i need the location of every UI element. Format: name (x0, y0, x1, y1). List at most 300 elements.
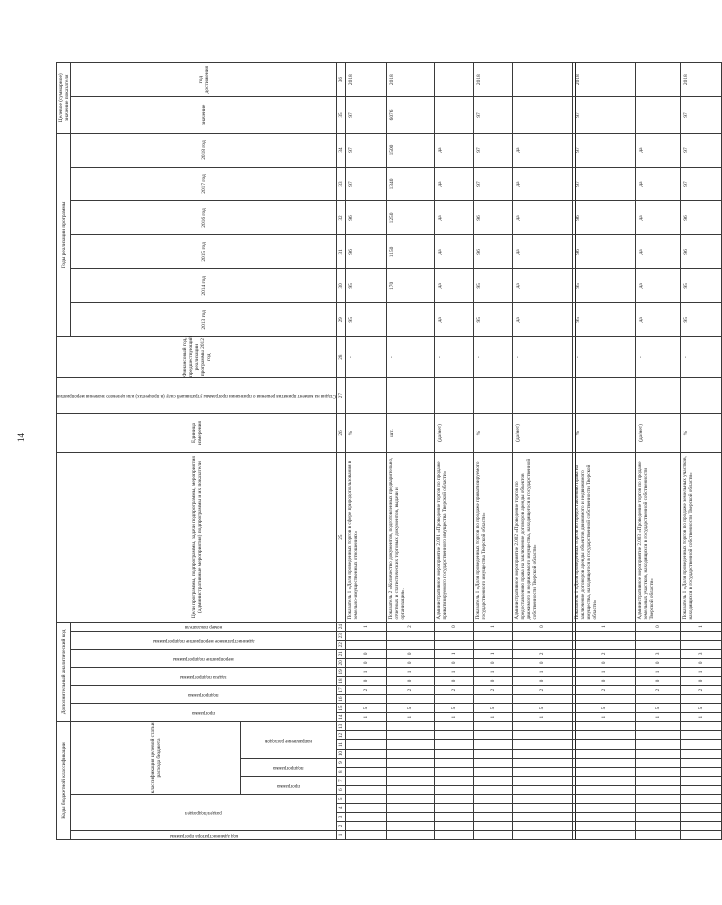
year-value-cell: 96 (681, 201, 722, 235)
table-row (434, 63, 473, 840)
analytic-code-digit: 5 (387, 704, 435, 713)
years-header: Годы реализации программы (57, 133, 71, 337)
col-num: 27 (337, 378, 346, 414)
col-num: 15 (338, 705, 345, 711)
admin-measure-cell (573, 378, 636, 414)
analytic-code-digit: 5 (681, 704, 722, 713)
budget-code-cell (346, 740, 387, 749)
budget-code-cell (434, 821, 473, 830)
col-num: 1 (337, 830, 346, 839)
target-year-cell: 2018 (387, 63, 435, 97)
table-row (681, 63, 722, 840)
budget-code-cell (681, 794, 722, 803)
col-num: 16 (338, 696, 345, 702)
extra-task-header: задача подпрограммы (71, 667, 337, 685)
year-value-cell: да (635, 201, 680, 235)
target-year-header: год достижения (71, 63, 337, 97)
budget-code-cell (512, 767, 573, 776)
budget-code-cell (434, 803, 473, 812)
year-value-cell: да (635, 167, 680, 201)
col-num: 32 (337, 201, 346, 235)
fin-year-cell: - (573, 337, 636, 378)
analytic-code-digit: 0 (473, 676, 512, 685)
budget-code-cell (681, 758, 722, 767)
fin-year-cell: - (512, 337, 573, 378)
year-value-cell: 95 (681, 303, 722, 337)
analytic-code-digit: 0 (635, 676, 680, 685)
fin-year-cell: - (473, 337, 512, 378)
table-body (346, 63, 722, 840)
fin-year-cell: - (387, 337, 435, 378)
analytic-code-digit: 2 (512, 649, 573, 658)
analytic-code-digit: 1 (387, 713, 435, 722)
budget-code-cell (681, 821, 722, 830)
unit-header: Единица измерения (57, 414, 337, 452)
analytic-code-digit (434, 640, 473, 649)
year-value-cell: 95 (573, 303, 636, 337)
year-value-cell: 96 (573, 235, 636, 269)
budget-code-cell (573, 767, 636, 776)
year-value-cell: 1340 (387, 167, 435, 201)
budget-code-cell (346, 731, 387, 740)
analytic-code-digit: 1 (681, 667, 722, 676)
budget-code-cell (346, 821, 387, 830)
year-value-cell: да (512, 133, 573, 167)
unit-cell: % (473, 414, 512, 452)
budget-code-cell (512, 830, 573, 839)
budget-code-cell (512, 740, 573, 749)
analytic-code-digit (681, 695, 722, 704)
year-value-cell: да (434, 201, 473, 235)
analytic-code-digit: 2 (573, 649, 636, 658)
budget-code-cell (434, 776, 473, 785)
year-value-cell: 97 (473, 167, 512, 201)
budget-code-cell (434, 830, 473, 839)
year-value-cell: 95 (346, 303, 387, 337)
year-value-cell: 1500 (387, 133, 435, 167)
extra-subprogram-header: подпрограмма (71, 685, 337, 703)
year-value-cell: 97 (573, 133, 636, 167)
unit-cell: (да/нет) (434, 414, 473, 452)
budget-code-cell (681, 812, 722, 821)
budget-code-cell (635, 776, 680, 785)
analytic-code-digit: 1 (573, 713, 636, 722)
table-row (573, 63, 636, 840)
analytic-code-digit: 1 (512, 667, 573, 676)
budget-code-cell (681, 749, 722, 758)
analytic-code-digit: 0 (473, 658, 512, 667)
analytic-code-digit (346, 631, 387, 640)
analytic-code-digit: 0 (573, 658, 636, 667)
indicator-description: Административное мероприятие 2.002 «Проведение торгов по предоставлению права на заключение договоров аренды объектов движимого и недвижимого имущества, находящегося в государственной собственности Тверской области» (512, 452, 573, 622)
section-header: раздел/подраздел (71, 794, 337, 830)
budget-code-cell (434, 749, 473, 758)
col-num: 23 (338, 633, 345, 639)
year-value-cell: 97 (346, 167, 387, 201)
budget-code-cell (512, 821, 573, 830)
analytic-code-digit: 0 (346, 658, 387, 667)
analytic-code-digit: 0 (635, 658, 680, 667)
budget-code-cell (473, 830, 512, 839)
budget-code-cell (473, 803, 512, 812)
analytic-code-digit: 0 (434, 622, 473, 631)
analytic-code-digit: 3 (635, 649, 680, 658)
analytic-code-digit (473, 640, 512, 649)
admin-measure-cell (635, 378, 680, 414)
budget-code-cell (346, 767, 387, 776)
budget-code-cell (635, 830, 680, 839)
analytic-code-digit (512, 640, 573, 649)
extra-admin-measure-header: административное мероприятие подпрограммы (71, 631, 337, 649)
analytic-code-digit: 5 (473, 704, 512, 713)
year-value-cell: 96 (473, 201, 512, 235)
unit-cell: шт. (387, 414, 435, 452)
fin-year-cell: - (434, 337, 473, 378)
year-value-cell: 97 (346, 133, 387, 167)
admin-measure-cell (387, 378, 435, 414)
analytic-code-digit: 5 (635, 704, 680, 713)
admin-measure-cell (681, 378, 722, 414)
column-number-row (337, 63, 346, 840)
budget-code-cell (434, 785, 473, 794)
analytic-code-digit: 2 (434, 685, 473, 694)
budget-code-cell (635, 821, 680, 830)
budget-code-cell (387, 794, 435, 803)
target-value-header: значение (71, 97, 337, 133)
analytic-code-digit (573, 695, 636, 704)
budget-code-cell (512, 722, 573, 731)
analytic-code-digit (434, 695, 473, 704)
budget-code-cell (473, 731, 512, 740)
budget-code-cell (473, 740, 512, 749)
col-num: 35 (337, 97, 346, 133)
year-value-cell: да (635, 133, 680, 167)
analytic-code-digit: 0 (387, 649, 435, 658)
year-value-cell: да (434, 133, 473, 167)
admin-measure-cell (346, 378, 387, 414)
target-year-cell (635, 63, 680, 97)
col-num: 36 (337, 63, 346, 97)
additional-code-header: Дополнительный аналитический код (57, 622, 71, 722)
fin-year-cell: - (635, 337, 680, 378)
analytic-code-digit: 1 (346, 622, 387, 631)
year-value-cell: да (512, 167, 573, 201)
budget-code-cell (681, 785, 722, 794)
analytic-code-digit (573, 631, 636, 640)
budget-code-cell (681, 776, 722, 785)
budget-code-cell (387, 731, 435, 740)
analytic-code-digit: 1 (434, 713, 473, 722)
indicator-description: Административное мероприятие 2.003 «Проведение торгов по продаже земельных участков, находящихся в государственной собственности Тверской области» (635, 452, 680, 622)
year-value-cell: 96 (346, 235, 387, 269)
col-num: 30 (337, 269, 346, 303)
analytic-code-digit: 0 (387, 676, 435, 685)
budget-code-cell (573, 821, 636, 830)
budget-code-cell (635, 812, 680, 821)
budget-code-cell (387, 767, 435, 776)
target-value-cell: 97 (473, 97, 512, 133)
col-num: 6 (337, 785, 346, 794)
budget-code-cell (681, 803, 722, 812)
budget-code-cell (473, 785, 512, 794)
analytic-code-digit: 0 (346, 676, 387, 685)
analytic-code-digit (387, 640, 435, 649)
unit-cell: (да/нет) (635, 414, 680, 452)
col-num: 8 (337, 767, 346, 776)
target-value-cell (512, 97, 573, 133)
analytic-code-digit: 1 (681, 713, 722, 722)
unit-cell: (да/нет) (512, 414, 573, 452)
analytic-code-digit: 5 (346, 704, 387, 713)
budget-code-cell (473, 821, 512, 830)
analytic-code-digit: 2 (512, 685, 573, 694)
analytic-code-digit (635, 640, 680, 649)
analytic-code-digit: 5 (434, 704, 473, 713)
year-value-cell: 95 (681, 269, 722, 303)
year-2014-header: 2014 год (71, 269, 337, 303)
page-number: 14 (16, 433, 26, 442)
budget-code-cell (681, 767, 722, 776)
analytic-code-digit (512, 695, 573, 704)
target-value-cell: 97 (681, 97, 722, 133)
year-value-cell: 97 (573, 167, 636, 201)
budget-code-cell (681, 740, 722, 749)
budget-code-cell (573, 803, 636, 812)
analytic-code-digit (346, 695, 387, 704)
analytic-code-digit: 5 (573, 704, 636, 713)
target-year-cell: 2018 (473, 63, 512, 97)
target-header: Целевое (суммарное) значение показателя (57, 63, 71, 134)
col-num: 9 (337, 758, 346, 767)
program-indicators-table (56, 62, 722, 840)
target-year-cell: 2018 (573, 63, 636, 97)
year-value-cell: да (512, 201, 573, 235)
unit-cell: % (573, 414, 636, 452)
budget-code-cell (635, 758, 680, 767)
analytic-code-digit: 2 (681, 685, 722, 694)
analytic-code-digit: 0 (512, 676, 573, 685)
analytic-code-digit: 0 (434, 676, 473, 685)
extra-program-header: программа (71, 704, 337, 722)
analytic-code-digit: 0 (512, 658, 573, 667)
budget-code-cell (346, 812, 387, 821)
col-num: 18 (338, 678, 345, 684)
target-value-cell (635, 97, 680, 133)
budget-code-cell (387, 749, 435, 758)
analytic-code-digit: 0 (681, 658, 722, 667)
col-num: 12 (338, 732, 345, 739)
budget-code-cell (681, 722, 722, 731)
admin-measure-cell (512, 378, 573, 414)
col-num: 20 (338, 660, 345, 666)
admin-measure-header: Стадия на момент принятия решения о признании программы утратившей силу (в процентах) или целевого значения мероприятия (57, 378, 337, 414)
col-num: 11 (337, 740, 346, 749)
col-num: 34 (337, 133, 346, 167)
budget-code-cell (512, 803, 573, 812)
budget-code-cell (473, 722, 512, 731)
indicator-description: Показатель 1 «Доля проведенных торгов по предоставлению права на заключение договоров аренды объектов движимого и недвижимого имущества, находящегося в государственной собственности Тверской области» (573, 452, 636, 622)
extra-measure-header: мероприятие подпрограммы (71, 649, 337, 667)
analytic-code-digit: 0 (681, 676, 722, 685)
analytic-code-digit: 2 (635, 685, 680, 694)
budget-code-cell (387, 722, 435, 731)
fin-year-cell: - (346, 337, 387, 378)
budget-code-cell (512, 776, 573, 785)
budget-code-cell (346, 785, 387, 794)
budget-code-cell (434, 740, 473, 749)
budget-code-cell (473, 749, 512, 758)
program-subheader: программа (241, 776, 337, 794)
table-row (635, 63, 680, 840)
target-value-cell: 6076 (387, 97, 435, 133)
analytic-code-digit (635, 631, 680, 640)
budget-code-cell (387, 758, 435, 767)
year-value-cell: да (434, 235, 473, 269)
budget-code-cell (573, 731, 636, 740)
year-2017-header: 2017 год (71, 167, 337, 201)
col-num: 3 (337, 812, 346, 821)
table-row (346, 63, 387, 840)
year-value-cell: да (635, 269, 680, 303)
target-value-cell: 97 (346, 97, 387, 133)
analytic-code-digit: 1 (346, 667, 387, 676)
subprogram-subheader: подпрограмма (241, 758, 337, 776)
budget-code-cell (434, 767, 473, 776)
analytic-code-digit: 3 (681, 649, 722, 658)
budget-code-cell (512, 812, 573, 821)
analytic-code-digit: 0 (346, 649, 387, 658)
analytic-code-digit: 1 (473, 649, 512, 658)
analytic-code-digit: 1 (473, 713, 512, 722)
budget-code-cell (573, 812, 636, 821)
analytic-code-digit: 2 (387, 685, 435, 694)
budget-code-cell (635, 794, 680, 803)
analytic-code-digit (681, 631, 722, 640)
budget-code-cell (473, 776, 512, 785)
budget-code-cell (573, 749, 636, 758)
analytic-code-digit: 2 (573, 685, 636, 694)
col-num: 21 (338, 651, 345, 657)
extra-indicator-header: номер показателя (71, 622, 337, 631)
budget-code-cell (387, 785, 435, 794)
analytic-code-digit: 0 (635, 622, 680, 631)
year-value-cell: 1150 (387, 235, 435, 269)
analytic-code-digit: 1 (473, 667, 512, 676)
budget-code-cell (635, 803, 680, 812)
analytic-code-digit: 2 (346, 685, 387, 694)
analytic-code-digit (434, 631, 473, 640)
year-2016-header: 2016 год (71, 201, 337, 235)
table-row (387, 63, 435, 840)
budget-code-cell (387, 830, 435, 839)
col-num: 29 (337, 303, 346, 337)
budget-code-cell (573, 722, 636, 731)
analytic-code-digit: 1 (635, 713, 680, 722)
budget-code-cell (512, 731, 573, 740)
analytic-code-digit: 1 (512, 713, 573, 722)
analytic-code-digit (387, 695, 435, 704)
analytic-code-digit (681, 640, 722, 649)
indicator-description: Показатель 1 «Доля проведенных торгов по продаже земельных участков, находящихся в государственной собственности Тверской области» (681, 452, 722, 622)
col-num: 31 (337, 235, 346, 269)
col-num: 33 (337, 167, 346, 201)
table-row (473, 63, 512, 840)
target-year-cell: 2018 (681, 63, 722, 97)
indicator-description: Показатель 1 «Доля проведенных торгов по продаже приватизируемого государственного имущества Тверской области» (473, 452, 512, 622)
year-value-cell: да (512, 303, 573, 337)
goals-header: Цели программы, подпрограммы, задачи подпрограммы, мероприятия (административные мероприятия) подпрограммы и их показатели (57, 452, 337, 622)
year-value-cell: 95 (346, 269, 387, 303)
year-value-cell: да (512, 269, 573, 303)
budget-code-cell (434, 812, 473, 821)
header-row-1 (57, 63, 71, 840)
year-value-cell: да (635, 235, 680, 269)
col-num: 10 (338, 750, 345, 757)
year-value-cell: 97 (473, 133, 512, 167)
budget-code-cell (635, 767, 680, 776)
analytic-code-digit: 1 (681, 622, 722, 631)
analytic-code-digit: 0 (573, 676, 636, 685)
analytic-code-digit: 1 (473, 622, 512, 631)
indicator-description: Показатель 1 «Доля проведенных торгов в сфере природопользования в земельно-имущественных отношениях» (346, 452, 387, 622)
budget-code-cell (346, 794, 387, 803)
admin-measure-cell (434, 378, 473, 414)
budget-code-cell (635, 749, 680, 758)
year-value-cell: 95 (473, 303, 512, 337)
direction-subheader: направление расходов (241, 722, 337, 758)
year-value-cell: да (434, 269, 473, 303)
unit-cell: % (681, 414, 722, 452)
budget-code-cell (473, 812, 512, 821)
analytic-code-digit: 1 (434, 667, 473, 676)
budget-code-cell (512, 794, 573, 803)
analytic-code-digit: 2 (387, 622, 435, 631)
year-value-cell: 97 (681, 167, 722, 201)
year-value-cell: 95 (573, 269, 636, 303)
target-year-cell: 2018 (346, 63, 387, 97)
analytic-code-digit (573, 640, 636, 649)
col-num: 7 (337, 776, 346, 785)
analytic-code-digit: 0 (512, 622, 573, 631)
budget-code-cell (635, 722, 680, 731)
fin-year-cell: - (681, 337, 722, 378)
budget-code-cell (512, 758, 573, 767)
target-year-cell (512, 63, 573, 97)
year-value-cell: 170 (387, 269, 435, 303)
budget-code-cell (573, 758, 636, 767)
analytic-code-digit: 1 (434, 649, 473, 658)
analytic-code-digit: 1 (387, 667, 435, 676)
fin-year-header: Финансовый год, предшествующий реализации программы 2012 год (57, 337, 337, 378)
budget-code-cell (434, 722, 473, 731)
target-value-cell: 97 (573, 97, 636, 133)
analytic-code-digit (473, 631, 512, 640)
col-num: 25 (337, 452, 346, 622)
budget-code-cell (434, 758, 473, 767)
col-num: 24 (338, 624, 345, 630)
year-value-cell: 96 (346, 201, 387, 235)
budget-code-cell (635, 785, 680, 794)
budget-code-cell (346, 830, 387, 839)
budget-code-cell (387, 821, 435, 830)
col-num: 19 (338, 669, 345, 675)
budget-code-cell (573, 740, 636, 749)
budget-code-cell (681, 830, 722, 839)
year-value-cell: да (512, 235, 573, 269)
analytic-code-digit: 0 (434, 658, 473, 667)
col-num: 4 (337, 803, 346, 812)
analytic-code-digit: 1 (573, 622, 636, 631)
